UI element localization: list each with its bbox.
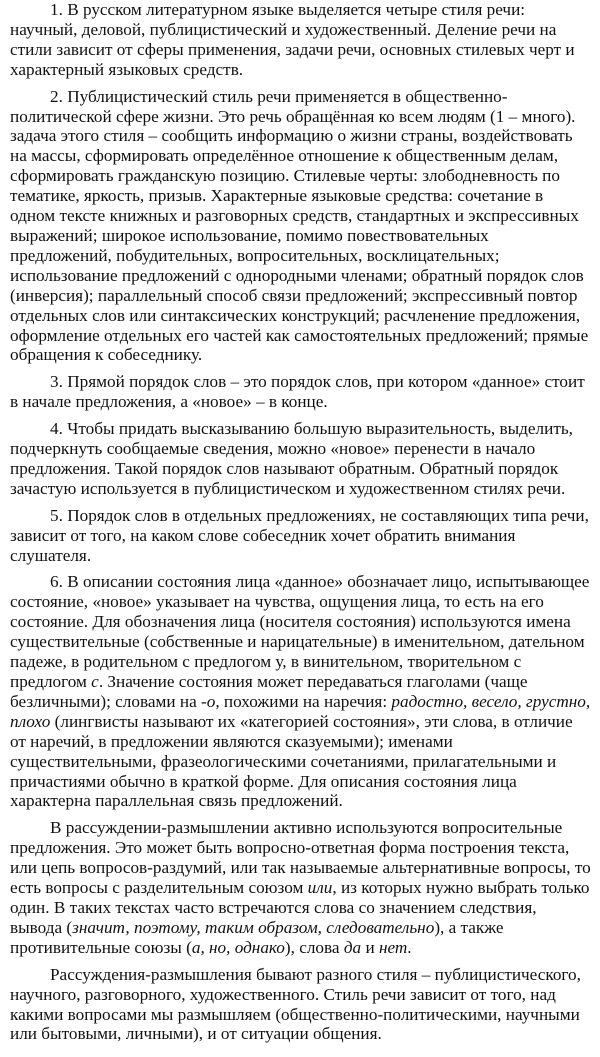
paragraph-p3 — [10, 372, 592, 412]
paragraph-p2 — [10, 87, 592, 366]
italic-text: нет — [378, 937, 408, 957]
text-segment: , похожими на наречия: — [215, 691, 392, 711]
text-segment: 2. Публицистический стиль речи применяется в общественно-политической сфере жизни. Это речь обращённая ко всем людям (1 – много). задача этого стиля – сообщить информацию о жизни страны, воздействовать на массы, сформировать определённое отношение к общественным делам, сформировать гражданскую позицию. Стилевые черты: злободневность по тематике, яркость, призыв. Характерные языковые средства: сочетание в одном тексте книжных и разговорных средств, стандартных и экспрессивных выражений; широкое использование, помимо повествовательных предложений, побудительных, вопросительных, восклицательных; использование предложений с однородными членами; обратный порядок слов (инверсия); параллельный способ связи предложений; экспрессивный повтор отдельных слов или синтаксических конструкций; расчленение предложения, оформление отдельных его частей как самостоятельных предложений; прямые обращения к собеседнику. — [10, 86, 589, 365]
text-segment: В рассуждении-размышлении активно используются вопросительные предложения. Это может быть вопросно-ответная форма построения текста, или цепь вопросов-раздумий, или так называемые альтернативные вопросы, то есть вопросы с разделительным союзом — [10, 818, 591, 898]
paragraph-p8 — [10, 965, 592, 1045]
italic-text: а, но, однако — [191, 937, 285, 957]
text-segment: 1. В русском литературном языке выделяется четыре стиля речи: научный, деловой, публицистический и художественный. Деление речи на стили зависит от сферы применения, задачи речи, основных стилевых черт и характерный языковых средств. — [10, 0, 575, 79]
paragraph-p7 — [10, 818, 592, 957]
italic-text: радостно, весело, грустно, плохо — [10, 691, 591, 731]
text-segment: 4. Чтобы придать высказыванию большую выразительность, выделить, подчеркнуть сообщаемые сведения, можно «новое» перенести в начало предложения. Такой порядок слов называют обратным. Обратный порядок зачастую используется в публицистическом и художественном стилях речи. — [10, 419, 573, 498]
text-segment: , из которых нужно выбрать только один. В таких текстах часто встречаются слова со значением следствия, вывода ( — [10, 878, 590, 937]
text-segment: и — [361, 937, 379, 957]
italic-text: с — [91, 672, 99, 691]
text-segment: ), слова — [284, 937, 344, 957]
text-segment: 3. Прямой порядок слов – это порядок слов, при котором «данное» стоит в начале предложения, а «новое» – в конце. — [10, 372, 585, 412]
italic-text: значит, поэтому, таким образом, следовательно — [72, 917, 435, 937]
italic-text: -о — [201, 691, 216, 711]
text-segment: ), а также противительные союзы ( — [10, 917, 504, 957]
text-segment: 5. Порядок слов в отдельных предложениях, не составляющих типа речи, зависит от того, на каком слове собеседник хочет обратить внимания слушателя. — [10, 505, 589, 565]
text-segment: Рассуждения-размышления бывают разного стиля – публицистического, научного, разговорного, художественного. Стиль речи зависит от того, над какими вопросами мы размышляем (общественно-политическими, научными или бытовыми, личными), и от ситуации общения. — [10, 964, 581, 1044]
italic-text: да — [343, 937, 362, 957]
paragraph-p6 — [10, 572, 592, 811]
text-segment: . Значение состояния может передаваться глаголами (чаще безличными); словами на — [10, 672, 528, 711]
text-segment: . — [407, 937, 412, 957]
italic-text: или — [307, 878, 333, 898]
text-segment: (лингвисты называют их «категорией состояния», эти слова, в отличие от наречий, в предложении являются сказуемыми); именами существительными, фразеологическими сочетаниями, прилагательными и причастиями обычно в краткой форме. Для описания состояния лица характерна параллельная связь предложений. — [10, 711, 573, 811]
paragraph-p5 — [10, 506, 592, 566]
paragraph-p4 — [10, 419, 592, 499]
text-segment: 6. В описании состояния лица «данное» обозначает лицо, испытывающее состояние, «новое» указывает на чувства, ощущения лица, то есть на его состояние. Для обозначения лица (носителя состояния) используются имена существительные (собственные и нарицательные) в именительном, дательном падеже, в родительном с предлогом у, в винительном, творительном с предлогом — [10, 572, 590, 691]
paragraph-p1 — [10, 0, 592, 80]
